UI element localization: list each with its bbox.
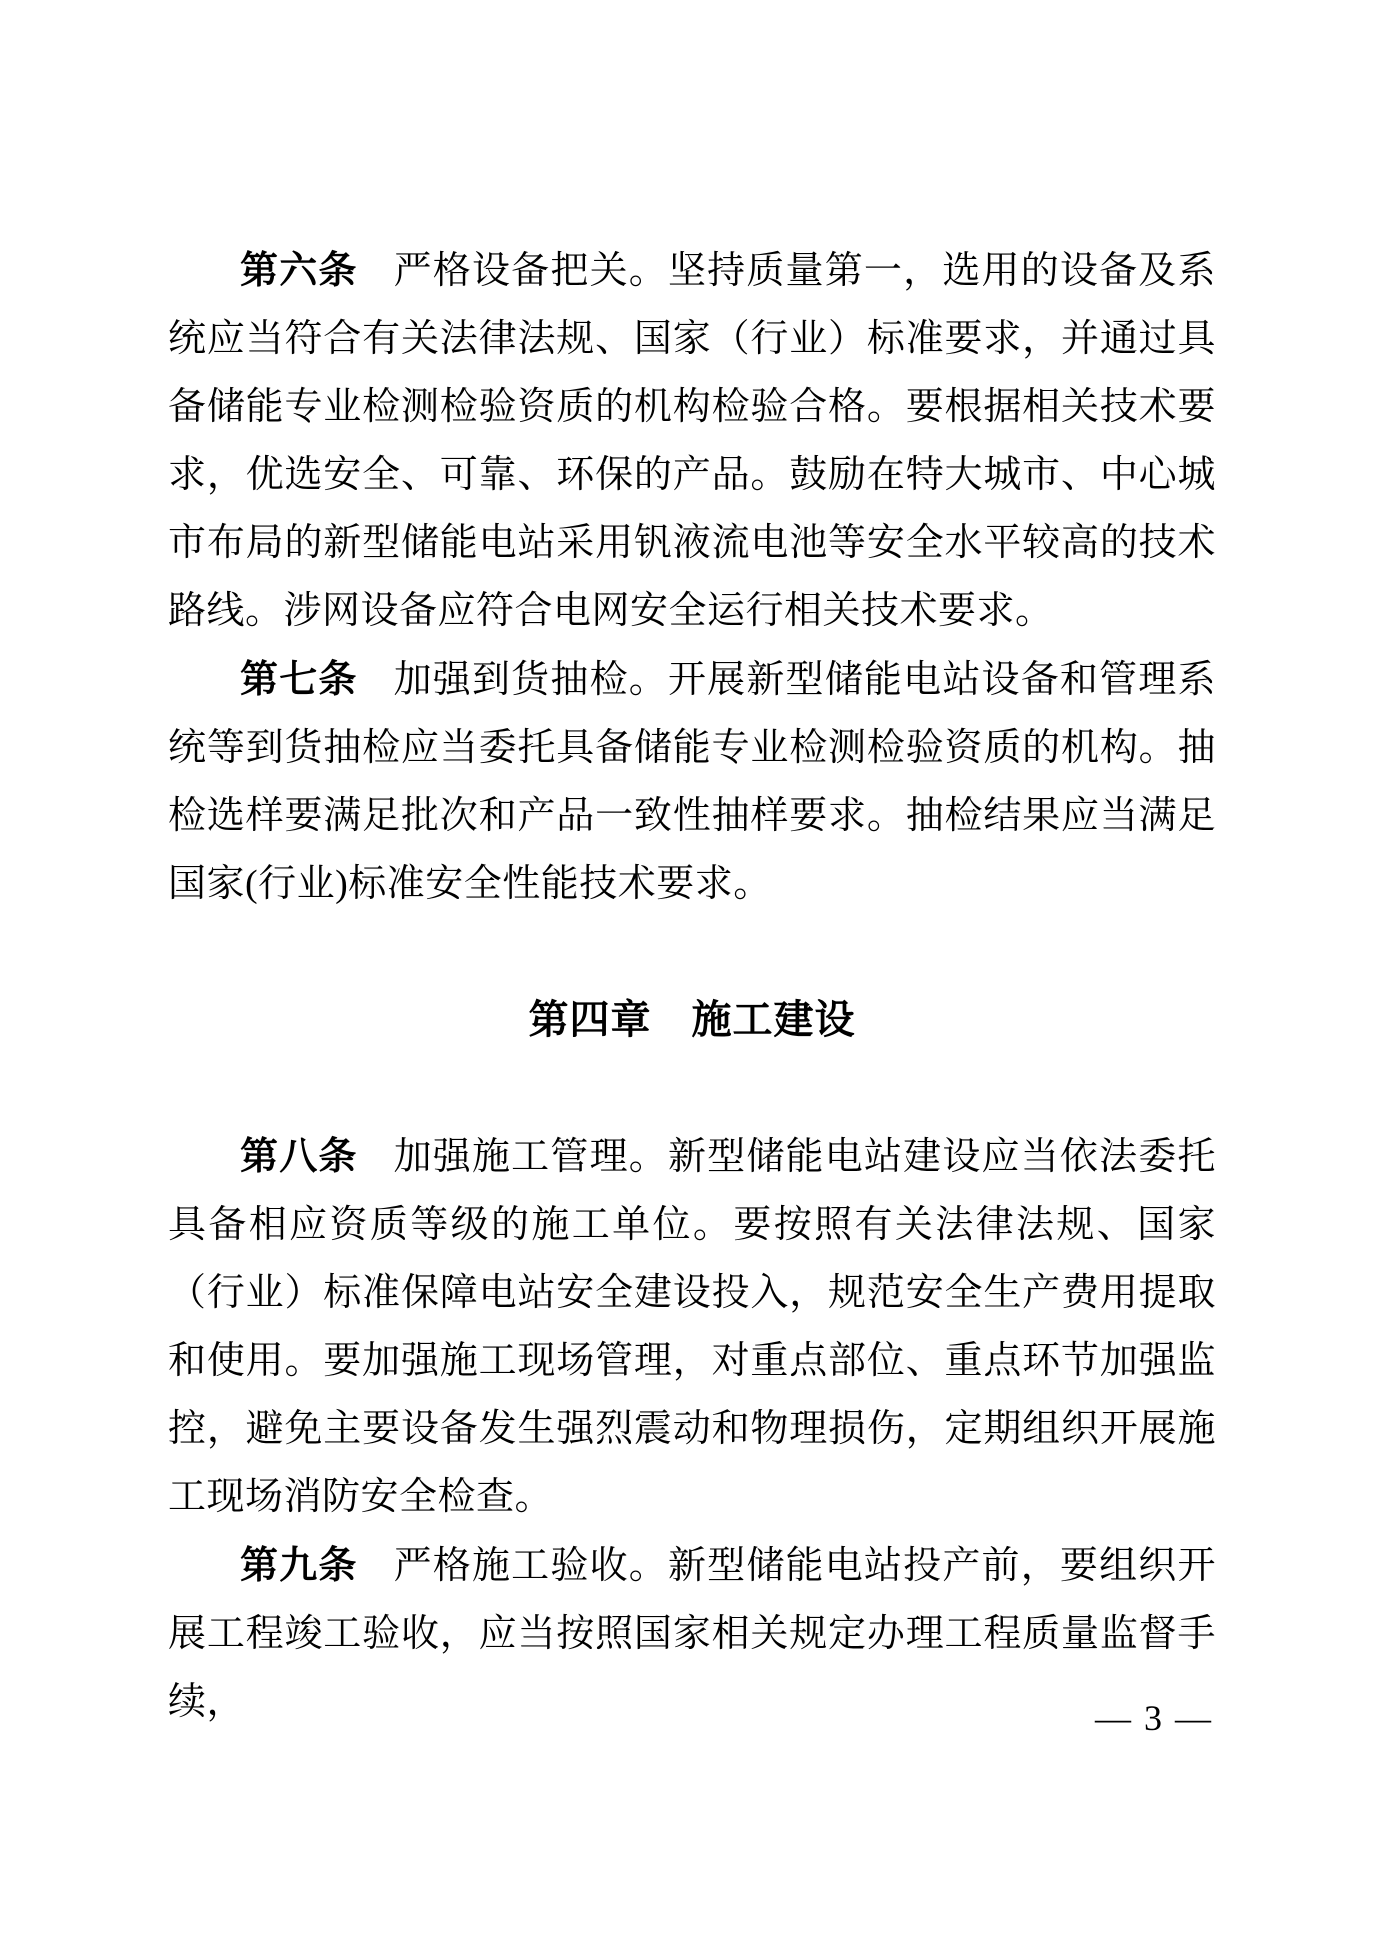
article-7-text: 加强到货抽检。开展新型储能电站设备和管理系统等到货抽检应当委托具备储能专业检测检验资质的机构。抽检选样要满足批次和产品一致性抽样要求。抽检结果应当满足国家(行业)标准安全性能技术要求。 <box>168 659 1216 905</box>
article-8-paragraph <box>168 1122 1216 1531</box>
article-8-text: 加强施工管理。新型储能电站建设应当依法委托具备相应资质等级的施工单位。要按照有关法律法规、国家（行业）标准保障电站安全建设投入，规范安全生产费用提取和使用。要加强施工现场管理，对重点部位、重点环节加强监控，避免主要设备发生强烈震动和物理损伤，定期组织开展施工现场消防安全检查。 <box>168 1136 1216 1518</box>
chapter-title: 施工建设 <box>691 997 856 1043</box>
article-7-label: 第七条 <box>240 657 358 701</box>
article-9-paragraph <box>168 1531 1216 1736</box>
article-6-label: 第六条 <box>240 248 358 292</box>
document-text-body <box>168 236 1216 1736</box>
article-6-text: 严格设备把关。坚持质量第一，选用的设备及系统应当符合有关法律法规、国家（行业）标准要求，并通过具备储能专业检测检验资质的机构检验合格。要根据相关技术要求，优选安全、可靠、环保的产品。鼓励在特大城市、中心城市布局的新型储能电站采用钒液流电池等安全水平较高的技术路线。涉网设备应符合电网安全运行相关技术要求。 <box>168 250 1216 632</box>
article-9-label: 第九条 <box>240 1543 358 1587</box>
page-number: — 3 — <box>1095 1698 1213 1738</box>
article-7-paragraph <box>168 645 1216 918</box>
article-9-text: 严格施工验收。新型储能电站投产前，要组织开展工程竣工验收，应当按照国家相关规定办理工程质量监督手续， <box>168 1545 1216 1723</box>
article-8-label: 第八条 <box>240 1134 358 1178</box>
chapter-number: 第四章 <box>528 997 652 1043</box>
article-6-paragraph <box>168 236 1216 645</box>
chapter-heading <box>168 986 1216 1054</box>
